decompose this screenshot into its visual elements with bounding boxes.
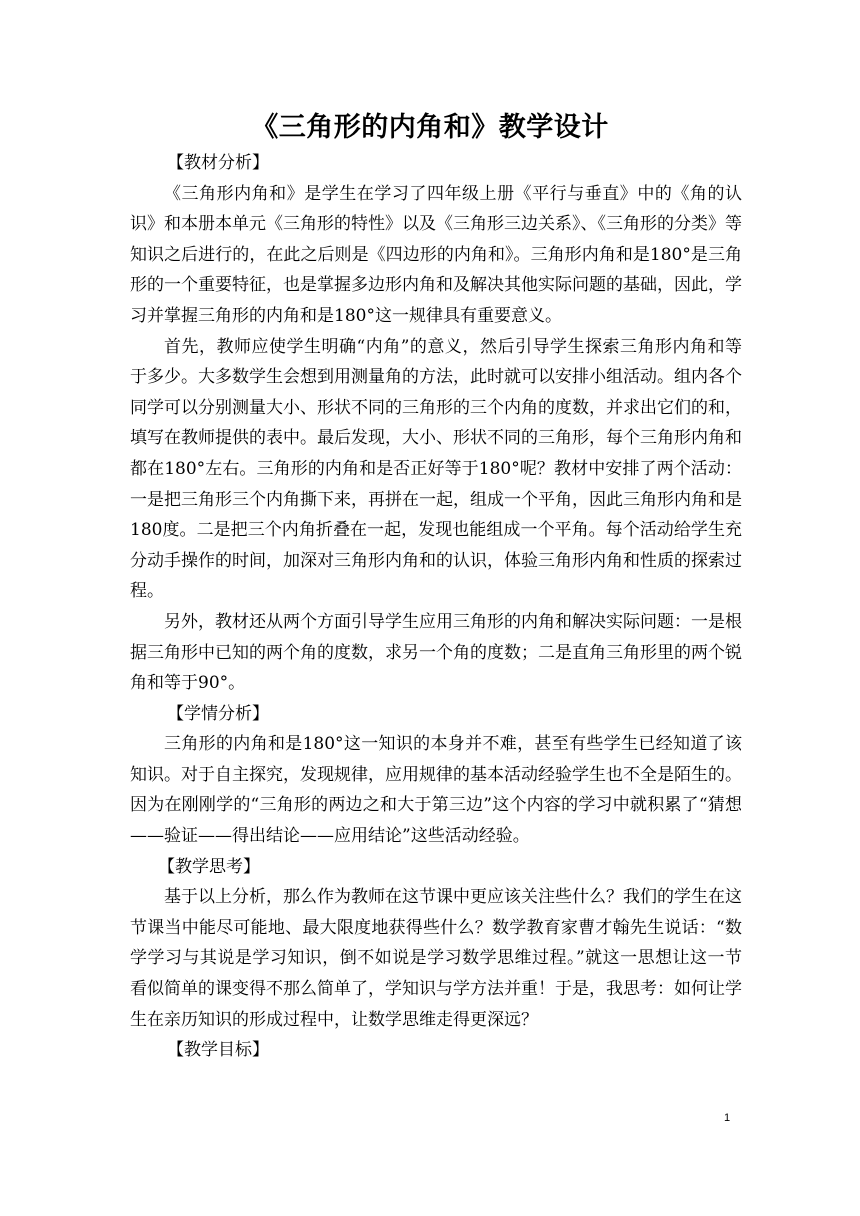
paragraph: 另外，教材还从两个方面引导学生应用三角形的内角和解决实际问题：一是根据三角形中已知的两个角的度数，求另一个角的度数；二是直角三角形里的两个锐角和等于90°。: [130, 611, 742, 694]
section-heading-teaching-thinking: 【教学思考】: [158, 856, 260, 877]
document-body: [130, 148, 742, 1066]
section-heading-teaching-goals: 【教学目标】: [167, 1040, 269, 1061]
paragraph: 三角形的内角和是180°这一知识的本身并不难，甚至有些学生已经知道了该知识。对于自主探究，发现规律，应用规律的基本活动经验学生也不全是陌生的。因为在刚刚学的“三角形的两边之和大于第三边”这个内容的学习中就积累了“猜想——验证——得出结论——应用结论”这些活动经验。: [130, 734, 742, 847]
document-title: 《三角形的内角和》教学设计: [251, 112, 609, 143]
paragraph: 《三角形内角和》是学生在学习了四年级上册《平行与垂直》中的《角的认识》和本册本单元《三角形的特性》以及《三角形三边关系》、《三角形的分类》等知识之后进行的，在此之后则是《四边形的内角和》。三角形内角和是180°是三角形的一个重要特征，也是掌握多边形内角和及解决其他实际问题的基础，因此，学习并掌握三角形的内角和是180°这一规律具有重要意义。: [130, 183, 742, 326]
paragraph: 首先，教师应使学生明确“内角”的意义，然后引导学生探索三角形内角和等于多少。大多数学生会想到用测量角的方法，此时就可以安排小组活动。组内各个同学可以分别测量大小、形状不同的三角形的三个内角的度数，并求出它们的和，填写在教师提供的表中。最后发现，大小、形状不同的三角形，每个三角形内角和都在180°左右。三角形的内角和是否正好等于180°呢？教材中安排了两个活动：一是把三角形三个内角撕下来，再拼在一起，组成一个平角，因此三角形内角和是180度。二是把三个内角折叠在一起，发现也能组成一个平角。每个活动给学生充分动手操作的时间，加深对三角形内角和的认识，体验三角形内角和性质的探索过程。: [130, 336, 742, 602]
page-number: 1: [724, 1112, 731, 1124]
paragraph: 基于以上分析，那么作为教师在这节课中更应该关注些什么？我们的学生在这节课当中能尽可能地、最大限度地获得些什么？数学教育家曹才翰先生说话：“数学学习与其说是学习知识，倒不如说是学习数学思维过程。”就这一思想让这一节看似简单的课变得不那么简单了，学知识与学方法并重！于是，我思考：如何让学生在亲历知识的形成过程中，让数学思维走得更深远？: [130, 887, 742, 1030]
section-heading-student-analysis: 【学情分析】: [167, 703, 269, 724]
section-heading-textbook-analysis: 【教材分析】: [167, 153, 269, 173]
